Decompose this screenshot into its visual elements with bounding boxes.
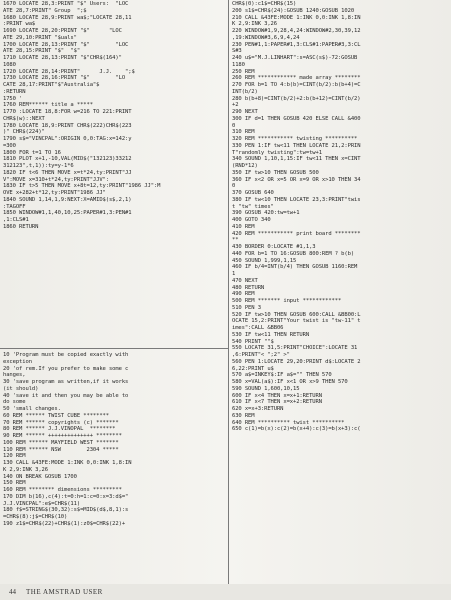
code-line: J.J.VINCPAL":e$=CHR$(11) — [3, 500, 81, 507]
code-line: ,1:CLS#1 — [3, 217, 29, 223]
code-line: 0 — [232, 183, 236, 190]
code-line: 630 REM — [232, 412, 255, 419]
code-line: 1850 WINDOW#1,1,40,10,25:PAPER#1,3:PEN#1 — [3, 210, 132, 217]
horizontal-divider — [0, 348, 229, 349]
code-line: ,19:WINDOW#3,6,9,4,24 — [232, 34, 300, 41]
code-line: 340 SOUND 1,10,1,15:IF tw<11 THEN x=CINT — [232, 156, 361, 163]
code-line: 520 IF tw>10 THEN GOSUB 600:CALL &BB00:L — [232, 311, 361, 318]
code-line: 500 REM ******* input ************ — [232, 298, 342, 304]
code-line: 200 s1$=CHR$(24):GOSUB 1240:GOSUB 1020 — [232, 7, 355, 14]
code-line: 400 GOTO 340 — [232, 217, 271, 223]
code-line: 90 REM ****** ++++++++++++++ ******** — [3, 433, 122, 439]
code-line: )" CHR$(224)" — [3, 129, 45, 136]
code-line: 450 SOUND 1,999,1,15 — [232, 257, 297, 264]
code-line: 160 REM ******** dimensions ********* — [3, 487, 122, 493]
code-line: 60 REM ****** TWIST CUBE ******** — [3, 412, 109, 419]
code-line: OVE x+282+t*12,ty:PRINT"1986 JJ" — [3, 190, 106, 196]
code-line: 290 NEXT — [232, 109, 258, 115]
code-line: 1720 LOCATE 28,14:PRINT" J.J. ";$ — [3, 68, 135, 75]
code-line: 330 PEN 1:IF tw<11 THEN LOCATE 21,2:PRIN — [232, 142, 361, 149]
code-line: =300 — [3, 142, 16, 149]
code-line: 1700 LOCATE 28,13:PRINT "$" "LOC — [3, 41, 129, 48]
code-line: CATE 28,17:PRINT"$"Australia"$ — [3, 82, 100, 88]
code-line: 1780 LOCATE 18,9:PRINT CHR$(222)CHR$(223 — [3, 122, 132, 129]
code-line: 80 REM ****** J.J.VINOPAL ******** — [3, 426, 116, 433]
code-line: 410 REM — [232, 223, 255, 230]
code-line: imes":CALL &BB06 — [232, 325, 284, 331]
code-line: 1710 LOCATE 28,13:PRINT "$"CHR$(164)" — [3, 55, 122, 61]
code-line: 280 b(b+8)=CINT(b/2)+2:b(b+12)=CINT(b/2) — [232, 95, 361, 102]
code-line: 550 LOCATE 31,5:PRINT"CHOICE":LOCATE 31 — [232, 345, 358, 352]
code-line: 150 REM — [3, 480, 26, 487]
page-footer — [0, 584, 451, 600]
code-line: (RND*12) — [232, 163, 258, 169]
code-line: 1730 LOCATE 28,16:PRINT "$" "LO — [3, 75, 126, 82]
code-line: 100 REM ****** MAYFIELD WEST ******* — [3, 439, 119, 446]
code-line: 130 CALL &43FE:MODE 1:INK 0,0:INK 1,8:IN — [3, 460, 132, 466]
code-line: 1810 PLOT x+1,-10,VAL(MID$("132123)33212 — [3, 156, 132, 163]
code-line: 1790 s$="VINCPAL":ORIGIN 0,0:TAG:x=142:y — [3, 136, 132, 142]
code-line: =CHR$(8):j$=CHR$(10) — [3, 514, 68, 520]
publication-name: THE AMSTRAD USER — [26, 588, 103, 596]
code-line: t "tw" times" — [232, 203, 274, 210]
code-line: 1830 IF t>5 THEN MOVE x+8t=12,ty:PRINT"1986 JJ":M — [3, 183, 161, 190]
code-line: 610 IF x<7 THEN x=x+2:RETURN — [232, 399, 322, 406]
code-line: CHR$(w)::NEXT — [3, 115, 45, 122]
code-listing-right — [232, 1, 451, 584]
code-line: 310 REM — [232, 129, 255, 136]
code-line: OCATE 15,2:PRINT"Your twist is "tw-11" t — [232, 318, 361, 325]
code-line: 540 PRINT ""$ — [232, 338, 274, 345]
code-line: 1 — [232, 271, 236, 277]
code-line: 10 'Program must be copied exactly with — [3, 352, 129, 358]
code-line: 490 REM — [232, 291, 255, 298]
code-line: 140 ON BREAK GOSUB 1700 — [3, 473, 77, 480]
code-line: 560 PEN 1:LOCATE 29,20:PRINT d$:LOCATE 2 — [232, 358, 361, 365]
code-line: V":MOVE x=310+t*24,ty:PRINT"JJV": — [3, 176, 109, 183]
code-line: 1670 LOCATE 28,3:PRINT "$" Users: "LOC — [3, 1, 129, 7]
code-line: 120 REM — [3, 453, 26, 460]
code-line: 1080 — [3, 61, 16, 68]
code-line: ** — [232, 237, 239, 244]
code-line: 1860 RETURN — [3, 223, 39, 230]
code-line: T"randomly twisting":tw=tw+1 — [232, 149, 322, 156]
page-number: 44 — [9, 588, 16, 596]
code-line: 1800 FOR t=1 TO 16 — [3, 149, 61, 156]
code-line: 40 'save it and then you may be able to — [3, 392, 129, 399]
code-line: 440 FOR b=1 TO 16:GOSUB 800:REM ? b(b) — [232, 250, 355, 257]
code-line: hanges, — [3, 372, 26, 379]
code-line: do some — [3, 399, 26, 406]
code-line: 640 REM ********** twist ********** — [232, 419, 345, 426]
code-line: 1770 :LOCATE 18,8:FOR w=216 TO 221:PRINT — [3, 109, 132, 115]
column-divider — [228, 0, 229, 584]
code-line: 620 x=x+3:RETURN — [232, 406, 284, 412]
code-line: 190 z1$=CHR$(22)+CHR$(1):z0$=CHR$(22)+ — [3, 520, 126, 527]
code-line: K 2,9:INK 3,26 — [3, 466, 48, 473]
code-line: 320 REM *********** twisting ********** — [232, 136, 358, 142]
code-line: 570 a$=INKEY$:IF a$="" THEN 570 — [232, 372, 332, 379]
code-line: 70 REM ****** copyrights (c) ******* — [3, 419, 119, 426]
code-line: CHR$(0):c1$=CHR$(15) — [232, 1, 297, 7]
code-line: K 2,9:INK 3,26 — [232, 21, 277, 28]
code-line: 470 NEXT — [232, 277, 258, 284]
code-line: 50 'small changes. — [3, 406, 61, 412]
code-line: 230 PEN#1,1:PAPER#1,3:CLS#1:PAPER#3,3:CL — [232, 41, 361, 48]
code-line: 580 x=VAL(a$):IF x<1 OR x>9 THEN 570 — [232, 379, 348, 385]
code-line: ATE 28,7:PRINT" Group ";$ — [3, 7, 87, 14]
code-line: 350 IF tw>10 THEN GOSUB 500 — [232, 169, 319, 176]
code-line: 1820 IF t<6 THEN MOVE x=t*24,ty:PRINT"JJ — [3, 169, 132, 176]
code-line: ATE 28,15:PRINT "$" "$" — [3, 48, 81, 55]
code-line: 260 REM ************ made array ******** — [232, 75, 361, 82]
code-line: 220 WINDOW#1,9,28,4,24:WINDOW#2,30,39,12 — [232, 28, 361, 34]
code-line: 270 FOR b=1 TO 4:b(b)=CINT(b/2):b(b+4)=C — [232, 82, 361, 88]
code-line: 30 'save program as written,if it works — [3, 379, 129, 385]
code-line: 380 IF tw<10 THEN LOCATE 23,3:PRINT"twis — [232, 196, 361, 203]
code-line: 460 IF b/4=INT(b/4) THEN GOSUB 1160:REM — [232, 264, 358, 271]
code-line: 600 IF x<4 THEN x=x+1:RETURN — [232, 392, 322, 399]
code-line: 1760 REM****** title a ***** — [3, 102, 93, 109]
code-line: 0 — [232, 122, 236, 129]
code-line: 1690 LOCATE 28,20:PRINT "$" "LOC — [3, 28, 122, 34]
code-line: :PRINT wa$ — [3, 21, 36, 28]
code-line: (it should) — [3, 385, 39, 392]
code-line: ,6:PRINT"< ";2" >" — [232, 352, 290, 358]
code-line: 390 GOSUB 420:tw=tw+1 — [232, 210, 300, 217]
code-line: 312123",t,1)):ty=y-1*6 — [3, 163, 74, 169]
code-listing-left-bottom — [3, 352, 227, 584]
code-line: 370 GOSUB 640 — [232, 190, 274, 196]
code-line: 210 CALL &43FE:MODE 1:INK 0,0:INK 1,8:IN — [232, 14, 361, 21]
code-line: ATE 29,10:PRINT "$uals" — [3, 34, 77, 41]
code-line: 240 u$="M.J.LINHART":s=ASC(s$)-72:GOSUB — [232, 55, 358, 61]
code-line: 1680 LOCATE 28,9:PRINT wa$;"LOCATE 28,11 — [3, 14, 132, 21]
code-line: INT(b/2) — [232, 88, 258, 95]
code-line: exception — [3, 358, 32, 365]
code-line: 480 RETURN — [232, 284, 265, 291]
code-line: :TAGOFF — [3, 203, 26, 210]
code-line: 1840 SOUND 1,14,1,9:NEXT:X=AMID$(s$,2,1) — [3, 196, 132, 203]
code-line: 590 SOUND 1,600,10,15 — [232, 385, 300, 392]
code-line: 1750 ' — [3, 95, 23, 102]
code-line: 650 c(1)=b(x):c(2)=b(x+4):c(3)=b(x+3):c( — [232, 426, 361, 433]
code-line: 510 PEN 3 — [232, 304, 261, 311]
code-line: 110 REM ****** NSW 2304 ***** — [3, 446, 119, 453]
code-line: 170 DIM b(16),c(4):t=0:h=1:c=0:x=3:d$=" — [3, 493, 129, 500]
code-listing-left-top — [3, 1, 227, 347]
code-line: 300 IF d=1 THEN GOSUB 420 ELSE CALL &400 — [232, 115, 361, 122]
code-line: 250 REM — [232, 68, 255, 75]
code-line: S#3 — [232, 48, 242, 55]
code-line: 420 REM *********** print board ******** — [232, 230, 361, 237]
code-line: 20 'of rem.If you prefer to make some c — [3, 365, 129, 372]
code-line: 530 IF tw<11 THEN RETURN — [232, 331, 310, 338]
code-line: :RETURN — [3, 88, 26, 95]
code-line: 360 IF x<2 OR x=5 OR x=9 OR x>10 THEN 34 — [232, 176, 361, 183]
code-line: 6,22:PRINT u$ — [232, 365, 274, 372]
code-line: +2 — [232, 102, 239, 109]
code-line: 430 BORDER 0:LOCATE #1,1,3 — [232, 244, 316, 250]
code-line: 180 f$=STRING$(30,32):s$=MID$(d$,8,1):s — [3, 507, 129, 514]
code-line: 1180 — [232, 61, 245, 68]
